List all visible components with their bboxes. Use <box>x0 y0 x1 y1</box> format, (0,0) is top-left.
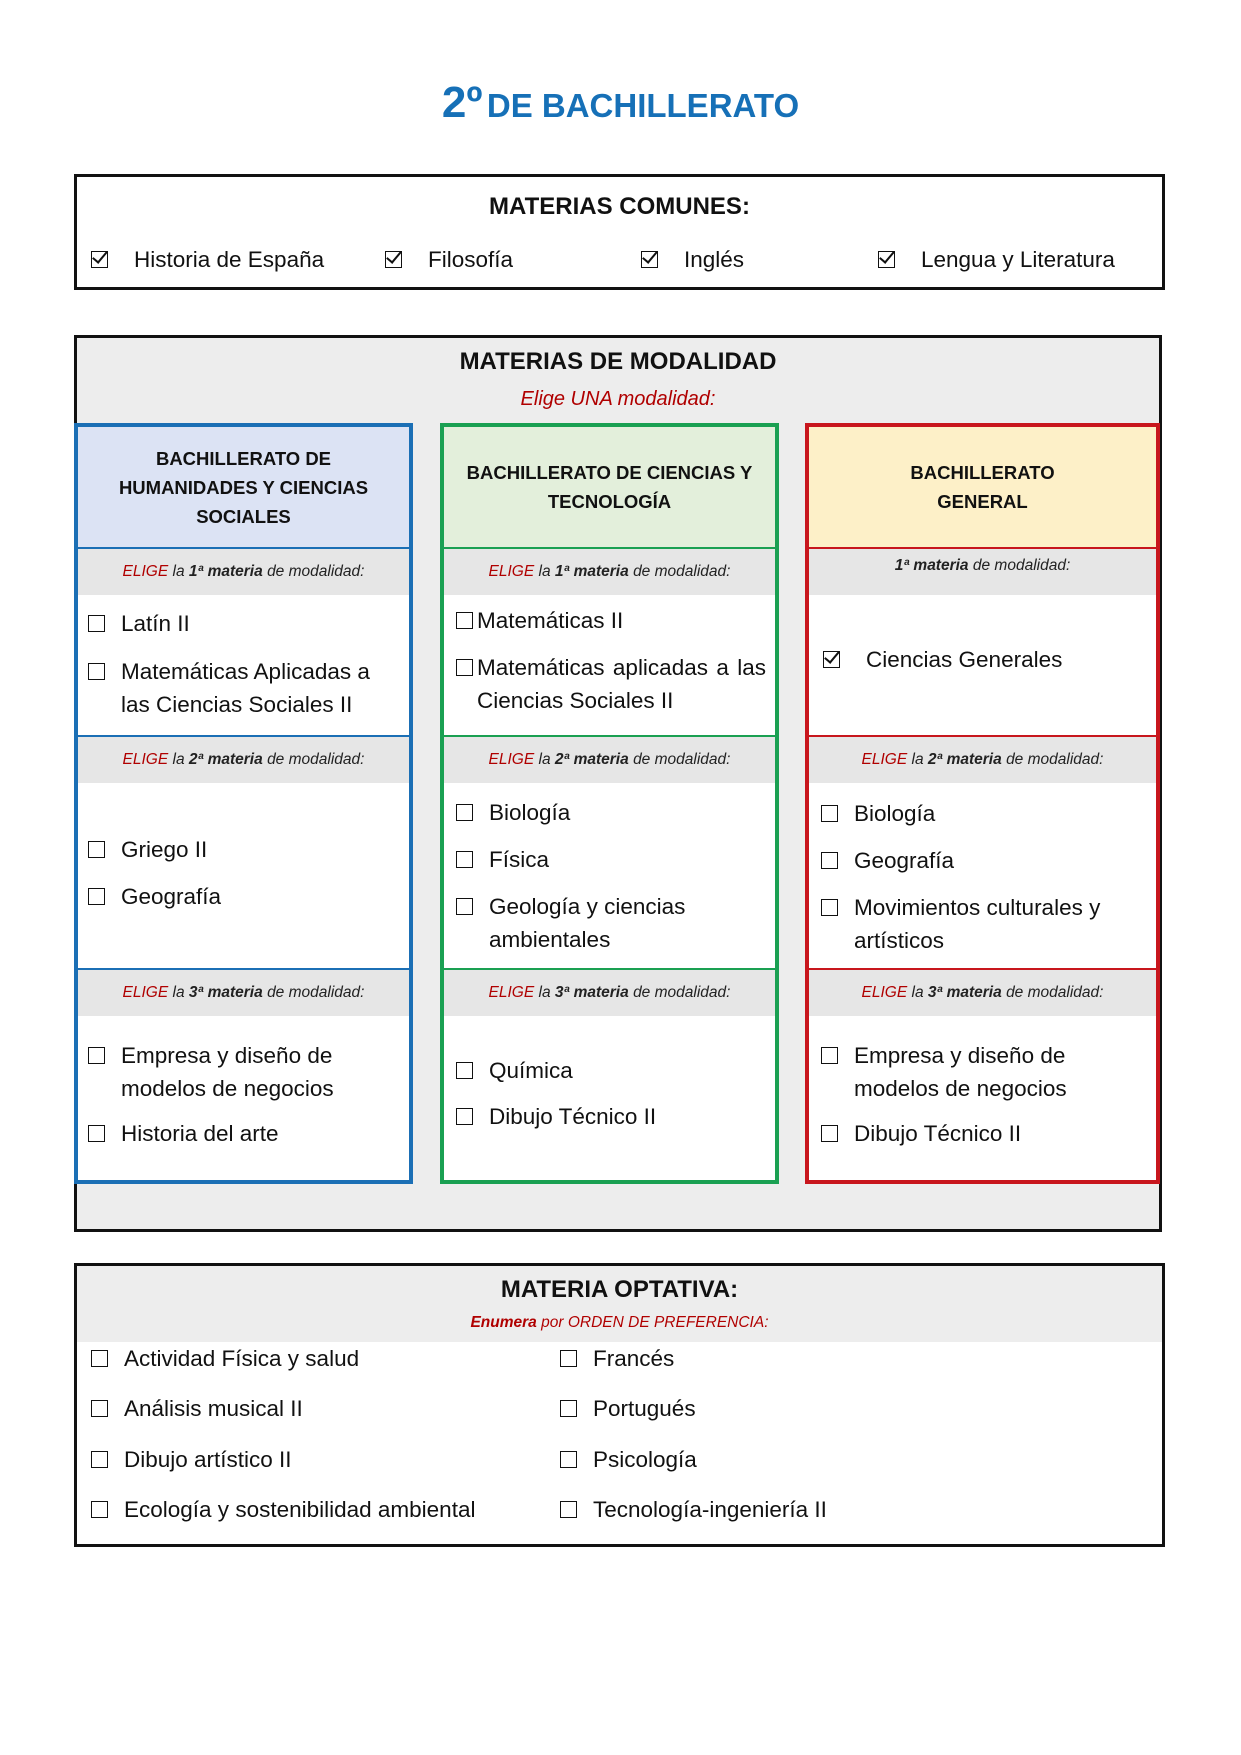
checkbox-icon[interactable] <box>88 615 105 632</box>
checkbox-icon[interactable] <box>821 1125 838 1142</box>
list-item[interactable]: Portugués <box>560 1392 696 1425</box>
checkbox-icon[interactable] <box>88 663 105 680</box>
title-text: DE BACHILLERATO <box>486 87 800 124</box>
checkbox-icon[interactable] <box>88 841 105 858</box>
list-item[interactable]: Empresa y diseño de modelos de negocios <box>88 1039 403 1105</box>
checkbox-icon[interactable] <box>91 1350 108 1367</box>
page-title <box>0 78 1241 128</box>
optativa-instruction: Enumera por ORDEN DE PREFERENCIA: <box>470 1314 769 1331</box>
list-item[interactable]: Tecnología-ingeniería II <box>560 1493 827 1526</box>
list-item[interactable]: Griego II <box>88 833 207 866</box>
column-title: BACHILLERATO DE HUMANIDADES Y CIENCIAS SOCIALES <box>78 427 409 547</box>
checkbox-icon[interactable] <box>560 1501 577 1518</box>
checkbox-icon[interactable] <box>456 1108 473 1125</box>
checkbox-icon[interactable] <box>88 1047 105 1064</box>
list-item[interactable]: Física <box>456 843 549 876</box>
title-number: 2º <box>441 78 483 127</box>
modalidad-instruction: Elige UNA modalidad: <box>520 388 716 410</box>
comunes-item[interactable]: Lengua y Literatura <box>878 243 1115 276</box>
band-1: ELIGE la 1ª materia de modalidad: <box>78 549 409 595</box>
list-item[interactable]: Matemáticas II <box>456 604 623 637</box>
list-item[interactable]: Matemáticas Aplicadas a las Ciencias Sociales II <box>88 655 403 721</box>
list-item[interactable]: Movimientos culturales y artísticos <box>821 891 1121 957</box>
band-1: 1ª materia de modalidad: <box>809 549 1156 595</box>
checkbox-icon[interactable] <box>821 899 838 916</box>
list-item[interactable]: Francés <box>560 1342 674 1375</box>
list-item[interactable]: Geografía <box>821 844 954 877</box>
list-item[interactable]: Actividad Física y salud <box>91 1342 359 1375</box>
checkbox-icon[interactable] <box>456 804 473 821</box>
band-2: ELIGE la 2ª materia de modalidad: <box>78 737 409 783</box>
optativa-box <box>74 1263 1165 1547</box>
list-item[interactable]: Historia del arte <box>88 1117 279 1150</box>
column-humanidades <box>74 423 413 1184</box>
checkbox-checked-icon[interactable] <box>878 251 895 268</box>
list-item[interactable]: Latín II <box>88 607 190 640</box>
list-item[interactable]: Geología y ciencias ambientales <box>456 890 726 956</box>
checkbox-icon[interactable] <box>821 805 838 822</box>
checkbox-icon[interactable] <box>91 1400 108 1417</box>
checkbox-icon[interactable] <box>91 1501 108 1518</box>
list-item[interactable]: Análisis musical II <box>91 1392 303 1425</box>
checkbox-icon[interactable] <box>88 888 105 905</box>
band-3: ELIGE la 3ª materia de modalidad: <box>809 970 1156 1016</box>
comunes-item[interactable]: Historia de España <box>91 243 324 276</box>
band-1: ELIGE la 1ª materia de modalidad: <box>444 549 775 595</box>
band-3: ELIGE la 3ª materia de modalidad: <box>78 970 409 1016</box>
comunes-heading: MATERIAS COMUNES: <box>489 193 750 220</box>
list-item[interactable]: Ecología y sostenibilidad ambiental <box>91 1493 475 1526</box>
checkbox-icon[interactable] <box>560 1400 577 1417</box>
checkbox-icon[interactable] <box>88 1125 105 1142</box>
band-3: ELIGE la 3ª materia de modalidad: <box>444 970 775 1016</box>
checkbox-icon[interactable] <box>456 659 473 676</box>
band-2: ELIGE la 2ª materia de modalidad: <box>809 737 1156 783</box>
band-2: ELIGE la 2ª materia de modalidad: <box>444 737 775 783</box>
list-item just[interactable]: Matemáticas aplicadas a las Ciencias Sociales II <box>456 651 766 717</box>
list-item[interactable]: Dibujo artístico II <box>91 1443 292 1476</box>
checkbox-icon[interactable] <box>91 1451 108 1468</box>
column-general <box>805 423 1160 1184</box>
comunes-box <box>74 174 1165 290</box>
checkbox-icon[interactable] <box>560 1451 577 1468</box>
list-item[interactable]: Biología <box>456 796 570 829</box>
column-ciencias <box>440 423 779 1184</box>
comunes-item[interactable]: Inglés <box>641 243 744 276</box>
column-title: BACHILLERATO DE CIENCIAS Y TECNOLOGÍA <box>444 427 775 547</box>
list-item[interactable]: Química <box>456 1054 573 1087</box>
list-item[interactable]: Geografía <box>88 880 221 913</box>
comunes-item[interactable]: Filosofía <box>385 243 513 276</box>
checkbox-icon[interactable] <box>456 898 473 915</box>
checkbox-icon[interactable] <box>456 851 473 868</box>
list-item[interactable]: Ciencias Generales <box>823 643 1062 676</box>
checkbox-icon[interactable] <box>821 1047 838 1064</box>
modalidad-heading: MATERIAS DE MODALIDAD <box>459 348 777 375</box>
checkbox-checked-icon[interactable] <box>91 251 108 268</box>
checkbox-icon[interactable] <box>456 1062 473 1079</box>
checkbox-icon[interactable] <box>821 852 838 869</box>
checkbox-icon[interactable] <box>560 1350 577 1367</box>
checkbox-checked-icon[interactable] <box>385 251 402 268</box>
column-title: BACHILLERATO GENERAL <box>809 427 1156 547</box>
list-item[interactable]: Psicología <box>560 1443 697 1476</box>
checkbox-checked-icon[interactable] <box>641 251 658 268</box>
optativa-heading: MATERIA OPTATIVA: <box>500 1276 739 1303</box>
list-item[interactable]: Dibujo Técnico II <box>456 1100 656 1133</box>
list-item[interactable]: Biología <box>821 797 935 830</box>
list-item[interactable]: Dibujo Técnico II <box>821 1117 1021 1150</box>
checkbox-checked-icon[interactable] <box>823 651 840 668</box>
checkbox-icon[interactable] <box>456 612 473 629</box>
list-item[interactable]: Empresa y diseño de modelos de negocios <box>821 1039 1141 1105</box>
